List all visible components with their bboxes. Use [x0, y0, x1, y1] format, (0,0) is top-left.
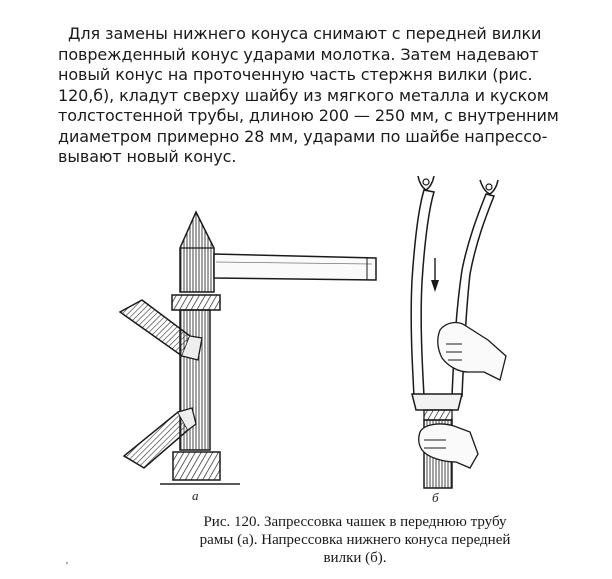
figure-a-label: а	[192, 488, 199, 503]
upper-hand	[438, 323, 506, 380]
paragraph-line: поврежденный конус ударами молотка. Затем надевают	[58, 44, 539, 64]
lower-cup	[173, 452, 220, 480]
paragraph-line: 120,б), кладут сверху шайбу из мягкого металла и куском	[58, 85, 549, 105]
page-mark: '	[66, 560, 68, 572]
hammer-head	[180, 212, 214, 292]
figure-a-drawing	[120, 212, 376, 484]
hammer-handle	[214, 254, 376, 280]
down-arrow-icon	[431, 258, 439, 292]
caption-line: вилки (б).	[323, 550, 387, 566]
figure-b-label: б	[432, 490, 439, 505]
figure-caption	[120, 513, 590, 567]
lower-cone	[424, 410, 452, 420]
paragraph-line: вывают новый конус.	[58, 147, 237, 166]
fork-crown	[412, 394, 462, 410]
caption-line: рамы (а). Напрессовка нижнего конуса передней	[199, 532, 511, 548]
paragraph-line: толстостенной трубы, длиною 200 — 250 мм, с внутренним	[58, 106, 559, 125]
paragraph-line: диаметром примерно 28 мм, ударами по шайбе напрессо-	[58, 126, 548, 146]
paragraph-line: новый конус на проточенную часть стержня вилки (рис.	[58, 65, 533, 84]
figure-b-drawing	[411, 176, 506, 488]
caption-line: Рис. 120. Запрессовка чашек в переднюю трубу	[203, 514, 507, 530]
upper-cup	[172, 295, 220, 310]
paragraph-line: Для замены нижнего конуса снимают с передней вилки	[68, 24, 542, 43]
fork-left-leg	[411, 176, 434, 396]
